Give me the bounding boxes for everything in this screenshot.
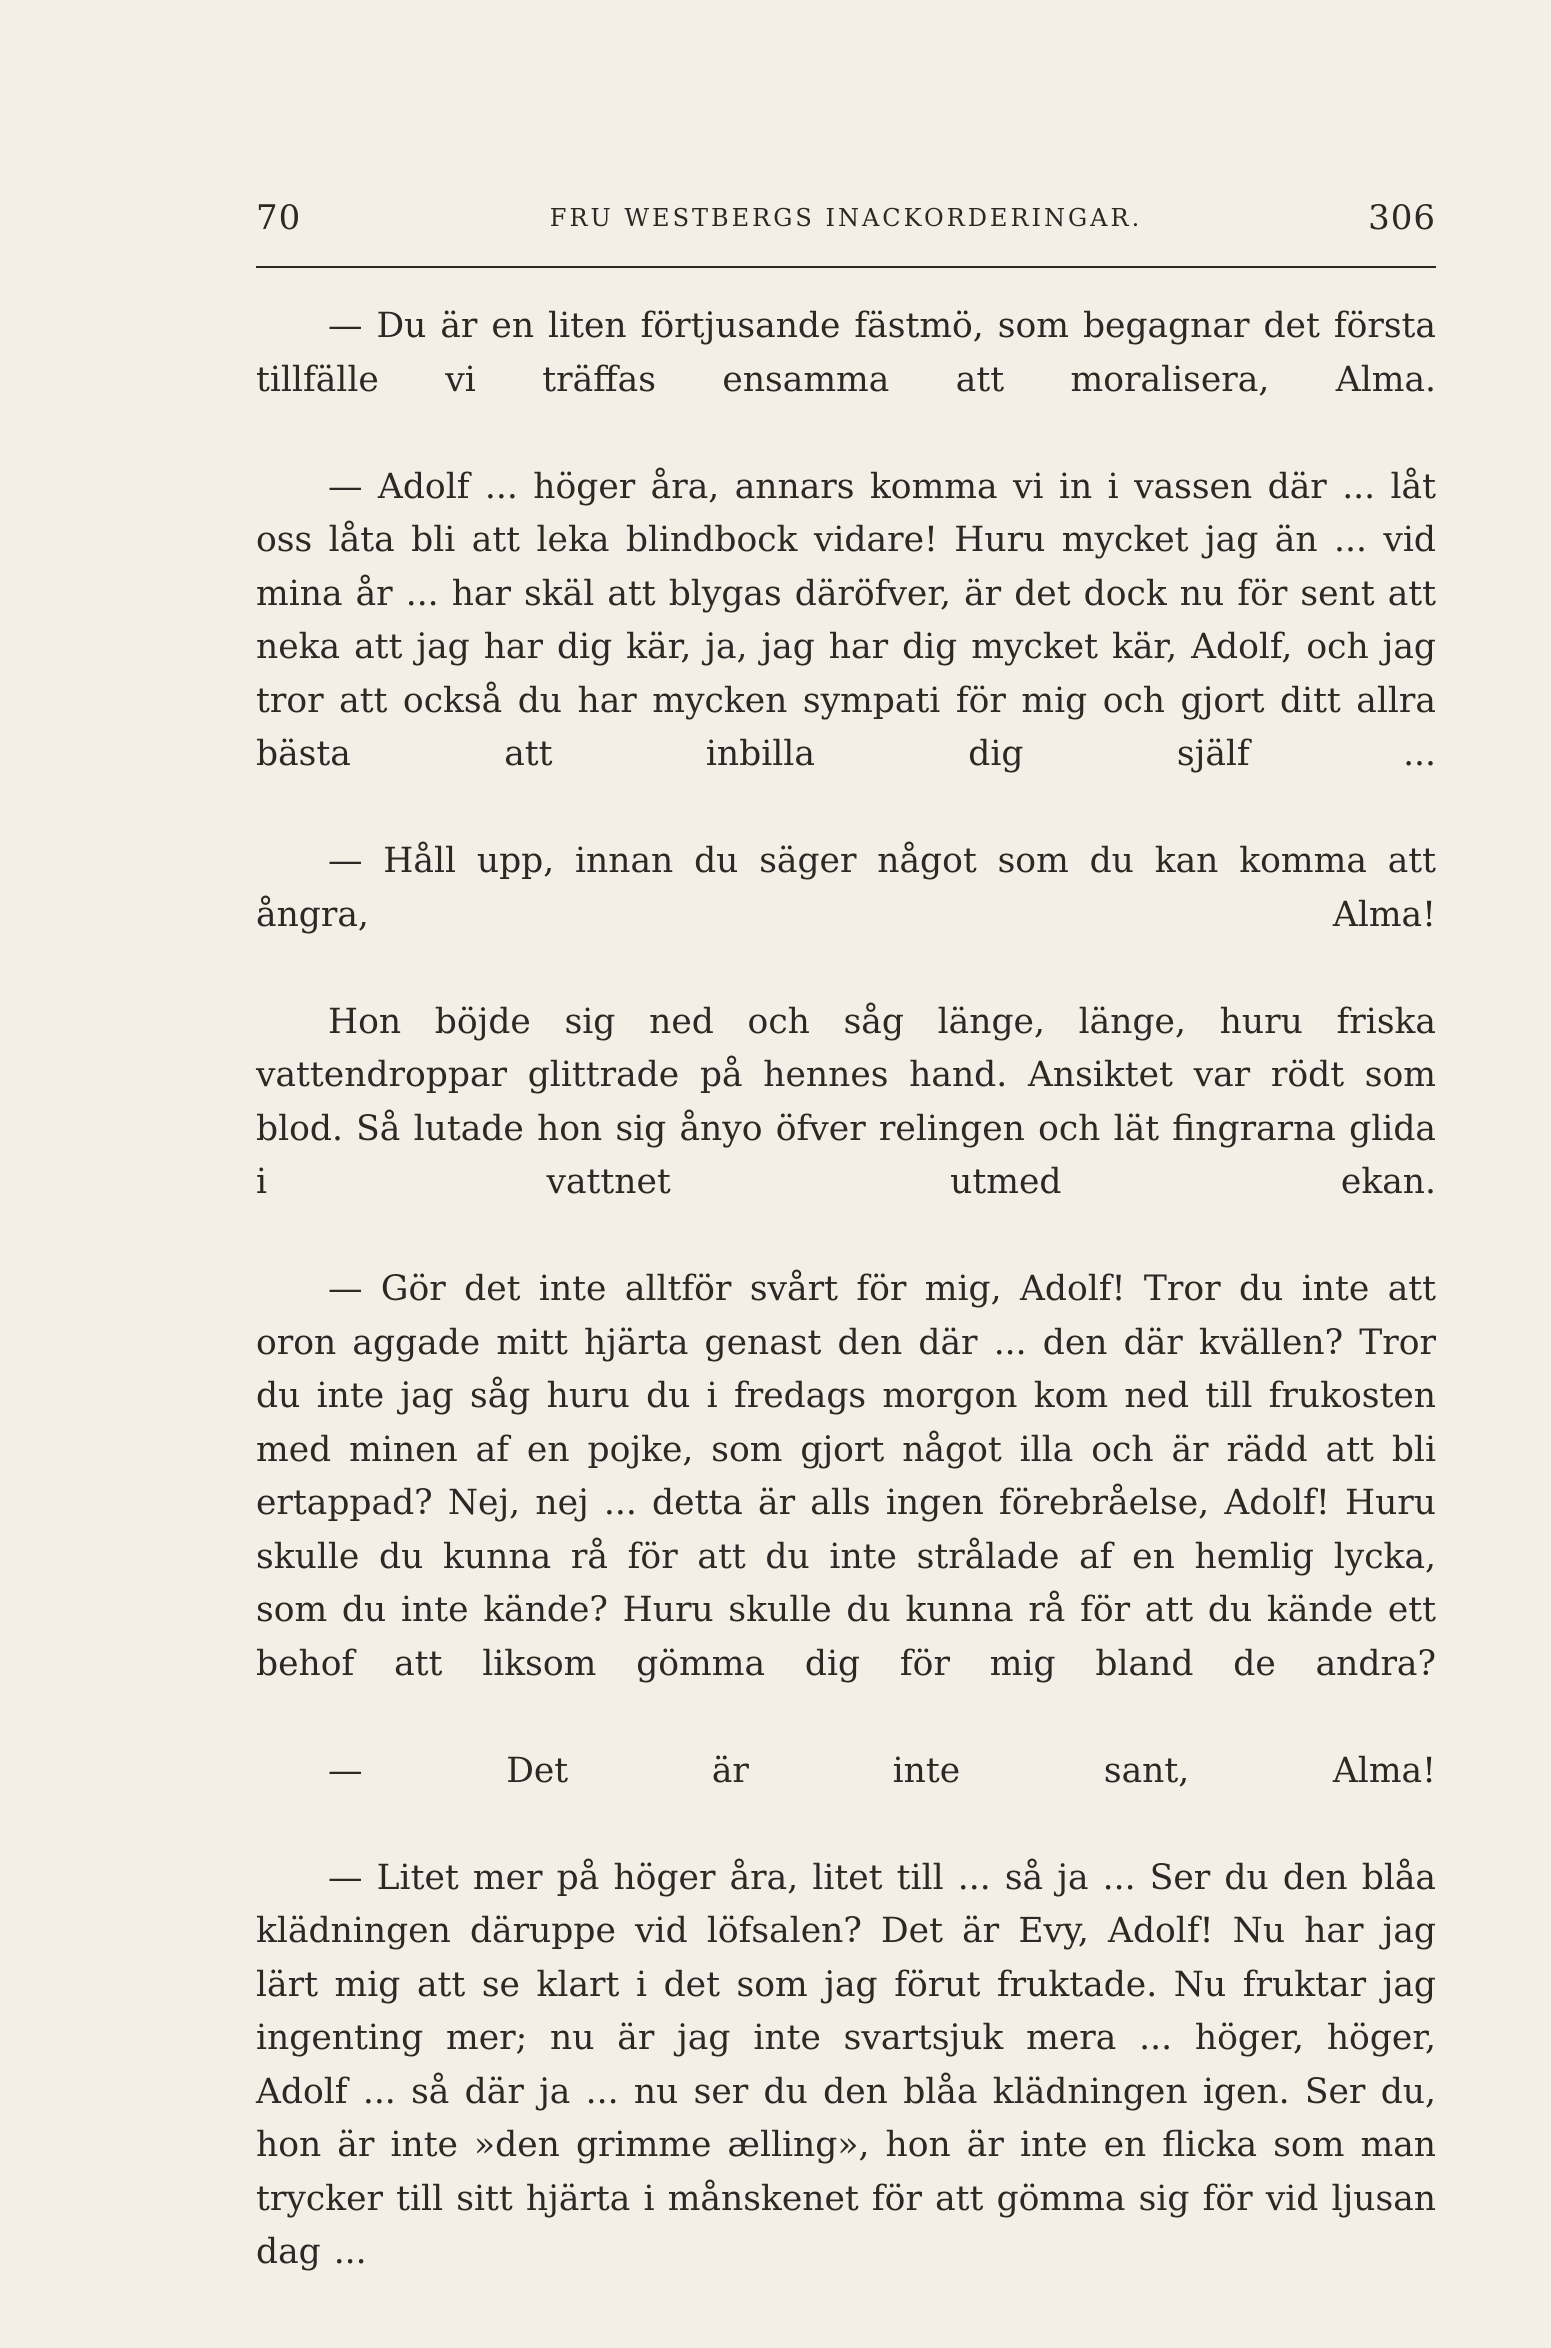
- dialogue-paragraph: — Litet mer på höger åra, litet till ... så ja ... Ser du den blåa klädningen däruppe vid löfsalen? Det är Evy, Adolf! Nu har jag lärt mig att se klart i det som jag förut fruktade. Nu fruktar jag ingenting mer; nu är jag inte svartsjuk mera ... höger, höger, Adolf ... så där ja ... nu ser du den blåa klädningen igen. Ser du, hon är inte »den grimme ælling», hon är inte en flicka som man trycker till sitt hjärta i månskenet för att gömma sig för vid ljusan dag ...: [256, 1857, 1436, 2272]
- running-title: FRU WESTBERGS INACKORDERINGAR.: [549, 204, 1143, 232]
- narrative-paragraph: Hon böjde sig ned och såg länge, länge, huru friska vattendroppar glittrade på hennes hand. Ansiktet var rödt som blod. Så lutade hon sig ånyo öfver relingen och lät fingrarna glida i vattnet utmed ekan.: [256, 1001, 1436, 1202]
- dialogue-paragraph: — Gör det inte alltför svårt för mig, Adolf! Tror du inte att oron aggade mitt hjärta genast den där ... den där kvällen? Tror du inte jag såg huru du i fredags morgon kom ned till frukosten med minen af en pojke, som gjort något illa och är rädd att bli ertappad? Nej, nej ... detta är alls ingen förebråelse, Adolf! Huru skulle du kunna rå för att du inte strålade af en hemlig lycka, som du inte kände? Huru skulle du kunna rå för att du kände ett behof att liksom gömma dig för mig bland de andra?: [256, 1269, 1436, 1684]
- dialogue-paragraph: — Du är en liten förtjusande fästmö, som begagnar det första tillfälle vi träffas ensamma att moralisera, Alma.: [256, 306, 1436, 400]
- signature-mark: 306: [1368, 198, 1436, 238]
- dialogue-paragraph: — Det är inte sant, Alma!: [328, 1750, 1436, 1791]
- body-text: [256, 300, 1436, 2272]
- page-header: [256, 198, 1436, 268]
- page-number: 70: [256, 198, 302, 238]
- dialogue-paragraph: — Adolf ... höger åra, annars komma vi in i vassen där ... låt oss låta bli att leka blindbock vidare! Huru mycket jag än ... vid mina år ... har skäl att blygas däröfver, är det dock nu för sent att neka att jag har dig kär, ja, jag har dig mycket kär, Adolf, och jag tror att också du har mycken sympati för mig och gjort ditt allra bästa att inbilla dig själf ...: [256, 466, 1436, 774]
- dialogue-paragraph: — Håll upp, innan du säger något som du kan komma att ångra, Alma!: [256, 841, 1436, 935]
